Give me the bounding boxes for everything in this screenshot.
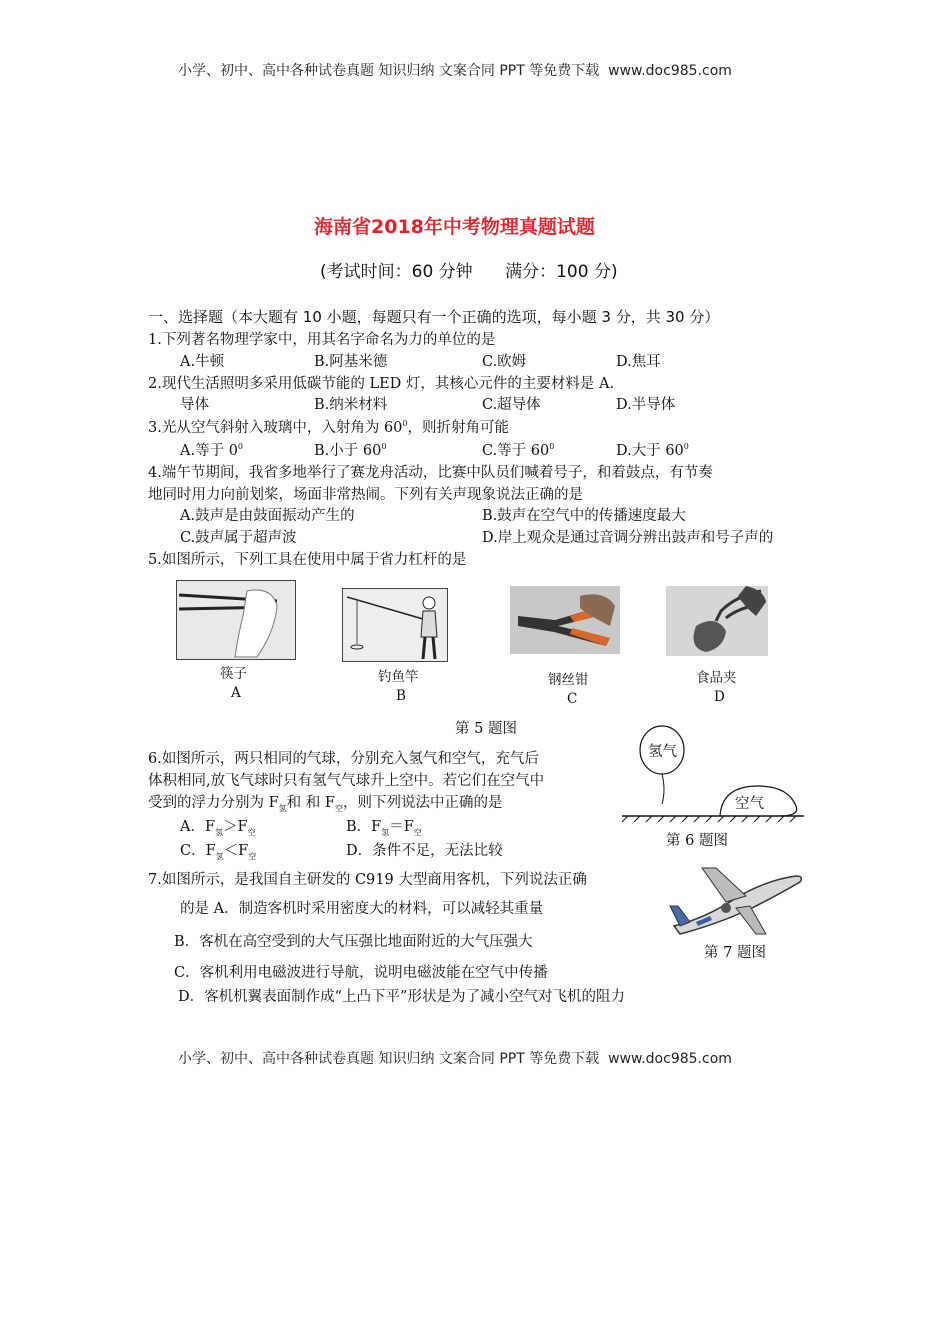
q6-line2: 体积相同,放飞气球时只有氢气气球升上空中。若它们在空气中: [148, 773, 545, 789]
header-url[interactable]: www.doc985.com: [608, 63, 732, 79]
q3-option-a: [180, 439, 243, 460]
q2-option-b: B.纳米材料: [314, 397, 388, 413]
hydrogen-balloon-label: 氢气: [648, 744, 677, 760]
q3-stem-part2: ，则折射角可能: [407, 420, 509, 436]
q2-option-a: 导体: [180, 397, 209, 413]
q5-item-name-a: 筷子: [220, 666, 247, 682]
q4-option-a: A.鼓声是由鼓面振动产生的: [180, 508, 355, 524]
q6-option-c-op: ＜F: [223, 843, 249, 859]
q5-item-letter-d: D: [714, 689, 725, 705]
q6-line1: 6.如图所示，两只相同的气球，分别充入氢气和空气，充气后: [148, 751, 539, 767]
q6-line3: 受到的浮力分别为 $F_氢$和 和 $F_空$，则下列说法中正确的是: [148, 795, 503, 813]
footer-text: 小学、初中、高中各种试卷真题 知识归纳 文案合同 PPT 等免费下载: [178, 1051, 600, 1067]
q3-option-b-text: B.小于 60: [314, 443, 382, 459]
degree-mark: 0: [237, 442, 244, 451]
subscript-hydrogen: 氢: [215, 852, 224, 861]
q1-option-c: C.欧姆: [482, 354, 527, 370]
exam-info: [320, 257, 618, 282]
chopsticks-image: [176, 580, 296, 660]
balloon-diagram: [620, 724, 810, 824]
degree-mark: 0: [381, 442, 387, 451]
q3-option-b: [314, 439, 386, 460]
degree-mark: 0: [402, 419, 408, 428]
q6-option-a: [180, 815, 256, 836]
q4-line2: 地同时用力向前划桨，场面非常热闹。下列有关声现象说法正确的是: [148, 487, 583, 503]
pliers-image: [510, 586, 620, 654]
subscript-hydrogen: 氢: [215, 828, 224, 837]
section-heading: 一、选择题（本大题有 10 小题，每题只有一个正确的选项，每小题 3 分，共 30 分）: [148, 308, 720, 326]
q3-stem-part1: 3.光从空气斜射入玻璃中，入射角为 60: [148, 420, 403, 436]
air-balloon-label: 空气: [735, 796, 764, 812]
q5-item-letter-b: B: [396, 688, 406, 704]
q2-option-d: D.半导体: [616, 397, 676, 413]
page-title: 海南省2018年中考物理真题试题: [314, 216, 595, 238]
q7-option-c: C．客机利用电磁波进行导航，说明电磁波能在空气中传播: [174, 965, 548, 981]
q6-line3-part3: ，则下列说法中正确的是: [342, 795, 503, 811]
exam-time: (考试时间：60 分钟: [320, 262, 473, 282]
subscript-hydrogen: 氢: [381, 828, 390, 837]
q1-stem: 1.下列著名物理学家中，用其名字命名为力的单位的是: [148, 332, 496, 348]
q5-item-name-b: 钓鱼竿: [378, 669, 419, 685]
q6-option-c-f: C．F: [180, 843, 216, 859]
q5-item-name-d: 食品夹: [696, 670, 737, 686]
page-header: [178, 60, 732, 80]
q5-figure-caption: 第 5 题图: [455, 721, 517, 737]
q6-option-d: D．条件不足，无法比较: [346, 843, 503, 859]
q3-option-c: [482, 439, 554, 460]
exam-score: 满分：100 分): [505, 262, 618, 282]
q6-option-b-f: B．F: [346, 819, 382, 835]
subscript-air: 空: [334, 804, 343, 813]
q4-option-d: D.岸上观众是通过音调分辨出鼓声和号子声的: [482, 530, 774, 546]
subscript-air: 空: [413, 828, 422, 837]
q7-option-d: D．客机机翼表面制作成“上凸下平”形状是为了减小空气对飞机的阻力: [178, 989, 625, 1005]
q3-option-a-text: A.等于 0: [180, 443, 238, 459]
q1-option-d: D.焦耳: [616, 354, 661, 370]
q1-option-b: B.阿基米德: [314, 354, 388, 370]
subscript-air: 空: [247, 828, 256, 837]
q3-option-c-text: C.等于 60: [482, 443, 550, 459]
q7-line1: 7.如图所示，是我国自主研发的 C919 大型商用客机，下列说法正确: [148, 872, 587, 888]
q6-option-b: [346, 815, 422, 836]
q6-option-c: [180, 839, 256, 860]
q6-line3-part1: 受到的浮力分别为 F: [148, 795, 279, 811]
q7-figure-caption: 第 7 题图: [704, 945, 766, 961]
q2-option-c: C.超导体: [482, 397, 541, 413]
q3-option-d-text: D.大于 60: [616, 443, 684, 459]
degree-mark: 0: [683, 442, 689, 451]
q6-option-b-op: ＝F: [389, 819, 414, 835]
page-footer: [178, 1048, 732, 1068]
q5-item-name-c: 钢丝钳: [548, 672, 589, 688]
airplane-image: [666, 862, 806, 938]
degree-mark: 0: [549, 442, 555, 451]
q7-line2: 的是 A．制造客机时采用密度大的材料，可以减轻其重量: [180, 901, 544, 917]
q2-stem: 2.现代生活照明多采用低碳节能的 LED 灯，其核心元件的主要材料是 A.: [148, 376, 615, 392]
q6-figure-caption: 第 6 题图: [666, 833, 728, 849]
q6-option-a-f: A．F: [180, 819, 216, 835]
q3-option-d: [616, 439, 689, 460]
q5-stem: 5.如图所示，下列工具在使用中属于省力杠杆的是: [148, 552, 467, 568]
food-tongs-image: [666, 586, 768, 656]
subscript-air: 空: [248, 852, 257, 861]
q6-option-a-op: ＞F: [223, 819, 248, 835]
q1-option-a: A.牛顿: [180, 354, 225, 370]
footer-url[interactable]: www.doc985.com: [608, 1051, 732, 1067]
q4-line1: 4.端午节期间，我省多地举行了赛龙舟活动，比赛中队员们喊着号子，和着鼓点，有节奏: [148, 465, 713, 481]
q4-option-b: B.鼓声在空气中的传播速度最大: [482, 508, 686, 524]
fishing-rod-image: [342, 588, 448, 662]
subscript-hydrogen: 氢: [278, 804, 287, 813]
q4-option-c: C.鼓声属于超声波: [180, 530, 297, 546]
q5-item-letter-a: A: [231, 685, 241, 701]
q7-option-b: B．客机在高空受到的大气压强比地面附近的大气压强大: [174, 934, 533, 950]
q3-stem: [148, 416, 509, 437]
header-text: 小学、初中、高中各种试卷真题 知识归纳 文案合同 PPT 等免费下载: [178, 63, 600, 79]
q6-line3-part2: 和 F: [305, 795, 335, 811]
q5-item-letter-c: C: [567, 691, 578, 707]
